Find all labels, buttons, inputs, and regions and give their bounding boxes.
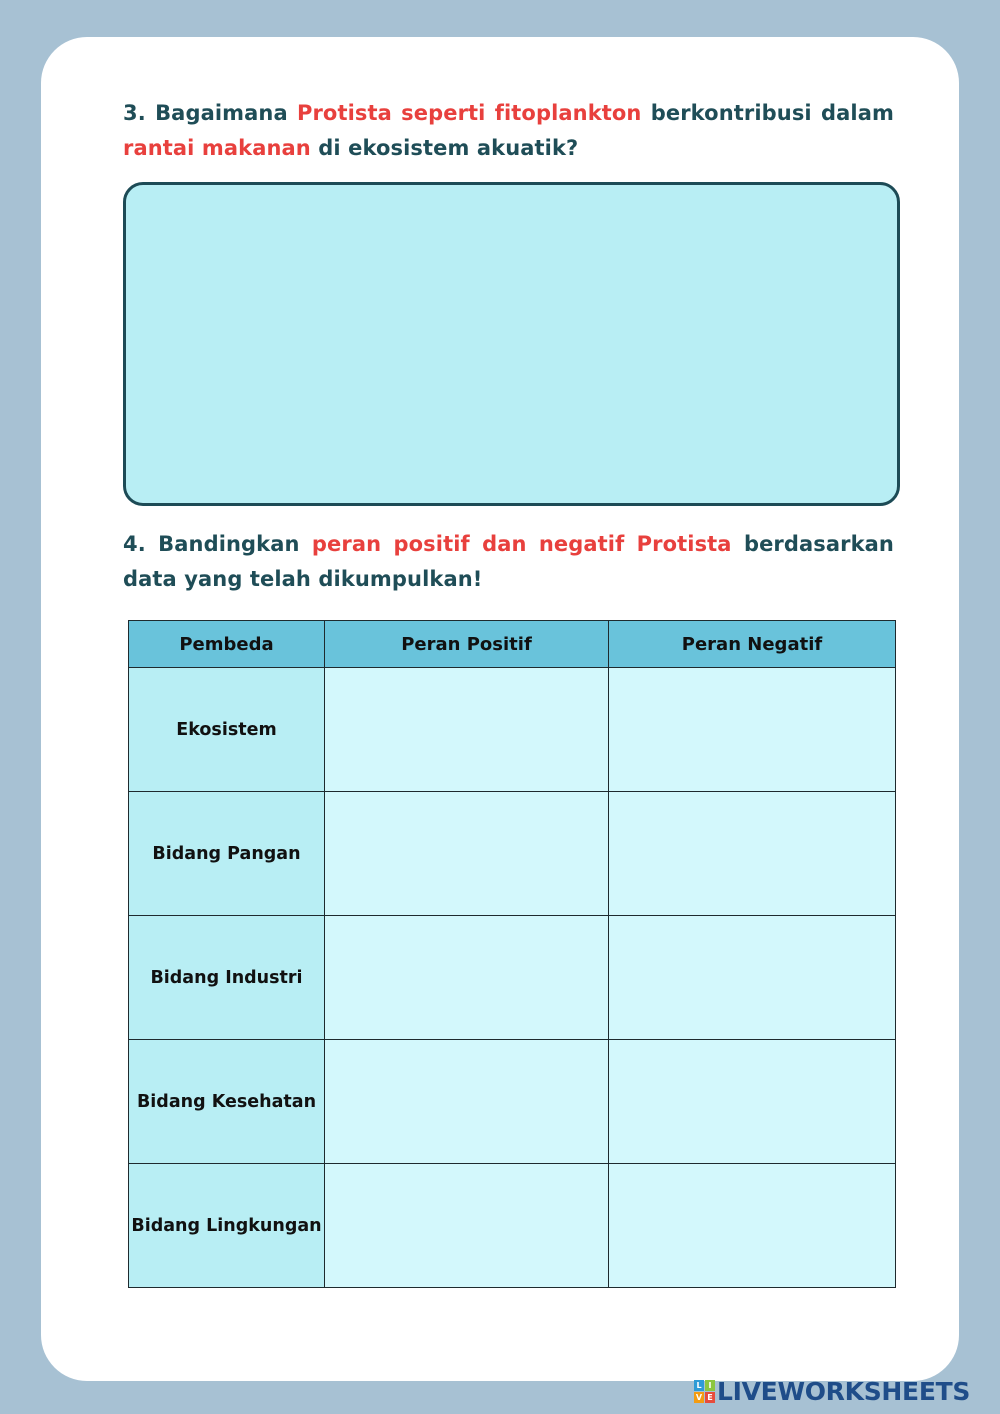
row-label-kesehatan: Bidang Kesehatan (129, 1040, 325, 1164)
question-3-highlight-1: Protista seperti fitoplankton (296, 101, 642, 125)
question-4-text-2: berdasarkan data yang telah dikumpulkan! (123, 532, 894, 591)
header-peran-positif: Peran Positif (325, 621, 609, 668)
answer-cell-negative[interactable] (609, 916, 896, 1040)
question-3-text-3: di ekosistem akuatik? (318, 136, 579, 160)
answer-cell-positive[interactable] (325, 916, 609, 1040)
answer-cell-positive[interactable] (325, 1040, 609, 1164)
answer-cell-positive[interactable] (325, 792, 609, 916)
row-label-pangan: Bidang Pangan (129, 792, 325, 916)
table-row (129, 1164, 896, 1288)
table-row (129, 668, 896, 792)
answer-cell-positive[interactable] (325, 1164, 609, 1288)
table-row (129, 916, 896, 1040)
table-row (129, 792, 896, 916)
answer-cell-positive[interactable] (325, 668, 609, 792)
header-pembeda: Pembeda (129, 621, 325, 668)
answer-cell-negative[interactable] (609, 1040, 896, 1164)
question-3-text-1: Bagaimana (155, 101, 288, 125)
question-3-text-2: berkontribusi dalam (650, 101, 894, 125)
table-row (129, 1040, 896, 1164)
table-header-row (129, 621, 896, 668)
question-4 (123, 527, 894, 597)
question-4-highlight: peran positif dan negatif Protista (311, 532, 732, 556)
logo-text: LIVEWORKSHEETS (717, 1376, 971, 1406)
row-label-lingkungan: Bidang Lingkungan (129, 1164, 325, 1288)
row-label-industri: Bidang Industri (129, 916, 325, 1040)
answer-cell-negative[interactable] (609, 792, 896, 916)
question-3-answer-box[interactable] (123, 182, 900, 506)
logo-mark-icon: L I V E (694, 1380, 715, 1403)
question-4-number: 4. (123, 532, 146, 556)
answer-cell-negative[interactable] (609, 1164, 896, 1288)
comparison-table (128, 620, 896, 1288)
question-4-text-1: Bandingkan (158, 532, 300, 556)
question-3-highlight-2: rantai makanan (123, 136, 311, 160)
answer-cell-negative[interactable] (609, 668, 896, 792)
question-3-number: 3. (123, 101, 146, 125)
liveworksheets-logo[interactable] (694, 1377, 970, 1405)
row-label-ekosistem: Ekosistem (129, 668, 325, 792)
question-3 (123, 96, 894, 166)
header-peran-negatif: Peran Negatif (609, 621, 896, 668)
